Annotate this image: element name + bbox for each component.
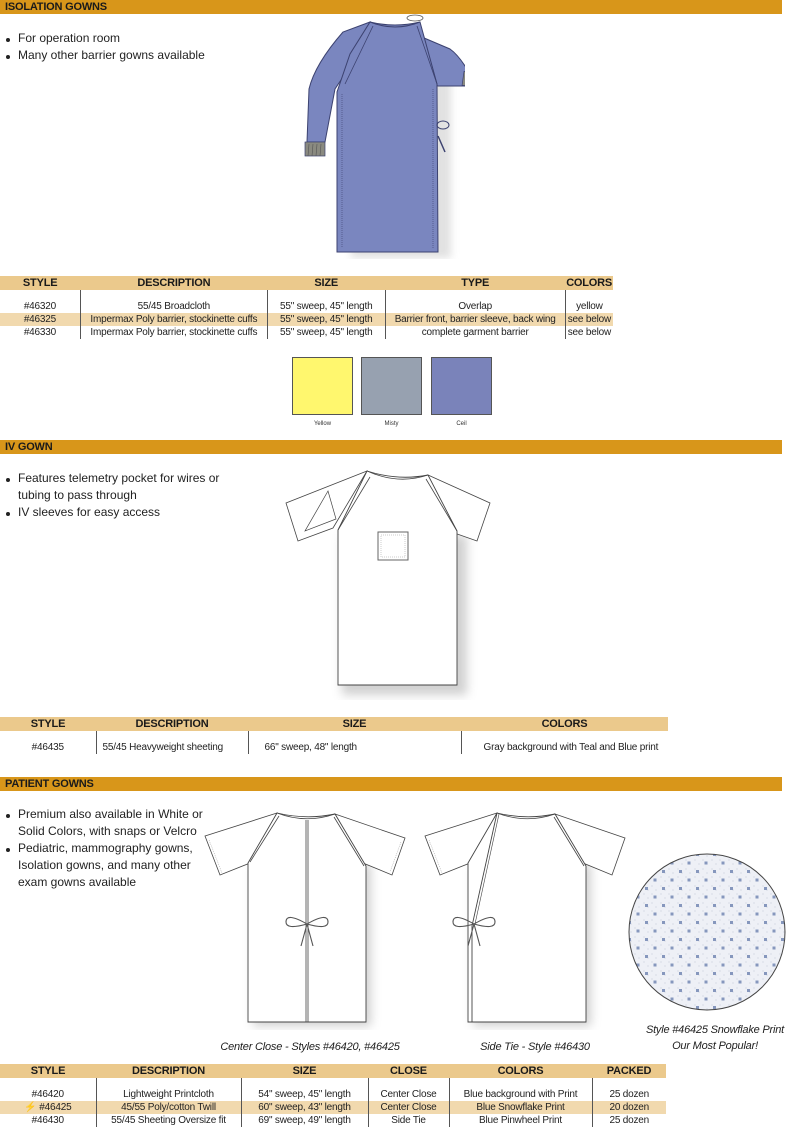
cell-size: 55" sweep, 45" length xyxy=(267,313,385,326)
cell-colors: Blue Snowflake Print xyxy=(449,1101,592,1114)
bullet-item: Premium also available in White or Solid Colors, with snaps or Velcro xyxy=(4,806,219,840)
cell-style xyxy=(0,1101,96,1114)
color-swatch-yellow xyxy=(292,357,353,415)
lightning-icon: ⚡ xyxy=(24,1102,37,1113)
cell-size: 69" sweep, 49" length xyxy=(241,1114,368,1127)
cell-style: #46435 xyxy=(31,742,64,753)
cell-size: 66" sweep, 48" length xyxy=(248,731,461,754)
column-header-description: DESCRIPTION xyxy=(96,717,248,731)
cell-colors: yellow xyxy=(565,290,613,313)
column-header-description: DESCRIPTION xyxy=(80,276,267,290)
cell-packed: 20 dozen xyxy=(592,1101,666,1114)
section-header-iv-gown: IV GOWN xyxy=(0,440,782,454)
table-row xyxy=(0,290,613,313)
color-swatch-misty xyxy=(361,357,422,415)
table-row xyxy=(0,1114,666,1127)
table-row xyxy=(0,313,613,326)
column-header-colors: COLORS xyxy=(461,717,668,731)
cell-packed: 25 dozen xyxy=(592,1114,666,1127)
snowflake-print-swatch xyxy=(625,850,790,1015)
column-header-packed: PACKED xyxy=(592,1064,666,1078)
section-header-patient-gowns: PATIENT GOWNS xyxy=(0,777,782,791)
swatch-label: Yellow xyxy=(313,421,332,427)
cell-size: 55" sweep, 45" length xyxy=(267,290,385,313)
cell-style: #46420 xyxy=(31,1089,64,1100)
caption-side-tie: Side Tie - Style #46430 xyxy=(480,1041,590,1053)
cell-type: complete garment barrier xyxy=(385,326,565,339)
cell-description: 45/55 Poly/cotton Twill xyxy=(96,1101,241,1114)
cell-close: Center Close xyxy=(368,1101,449,1114)
table-row xyxy=(0,326,613,339)
cell-size: 60" sweep, 43" length xyxy=(241,1101,368,1114)
caption-snowflake-line1: Style #46425 Snowflake Print xyxy=(645,1024,785,1036)
iv-bullet-list xyxy=(4,470,224,521)
table-row xyxy=(0,1078,666,1101)
table-row xyxy=(0,731,668,754)
cell-colors: see below xyxy=(565,313,613,326)
side-tie-gown-icon xyxy=(420,800,630,1030)
cell-packed: 25 dozen xyxy=(592,1078,666,1101)
column-header-style: STYLE xyxy=(0,276,80,290)
cell-style: #46320 xyxy=(23,301,56,312)
table-row-featured xyxy=(0,1101,666,1114)
cell-style: #46430 xyxy=(31,1115,64,1126)
cell-size: 55" sweep, 45" length xyxy=(267,326,385,339)
color-swatch-ceil xyxy=(431,357,492,415)
cell-size: 54" sweep, 45" length xyxy=(241,1078,368,1101)
bullet-item: For operation room xyxy=(4,30,205,47)
cell-colors: see below xyxy=(565,326,613,339)
cell-colors: Gray background with Teal and Blue print xyxy=(461,731,668,754)
bullet-item: IV sleeves for easy access xyxy=(4,504,224,521)
column-header-type: TYPE xyxy=(385,276,565,290)
patient-gowns-table xyxy=(0,1064,666,1127)
column-header-size: SIZE xyxy=(241,1064,368,1078)
cell-close: Side Tie xyxy=(368,1114,449,1127)
swatch-label: Ceil xyxy=(456,421,467,427)
cell-description: Lightweight Printcloth xyxy=(96,1078,241,1101)
cell-description: 55/45 Broadcloth xyxy=(80,290,267,313)
bullet-item: Many other barrier gowns available xyxy=(4,47,205,64)
column-header-style: STYLE xyxy=(0,1064,96,1078)
cell-type: Overlap xyxy=(385,290,565,313)
isolation-bullet-list xyxy=(4,30,205,64)
iv-gown-table xyxy=(0,717,668,754)
column-header-colors: COLORS xyxy=(449,1064,592,1078)
cell-style: #46325 xyxy=(0,313,80,326)
cell-colors: Blue background with Print xyxy=(449,1078,592,1101)
column-header-style: STYLE xyxy=(0,717,96,731)
column-header-colors: COLORS xyxy=(566,277,613,289)
cell-description: 55/45 Sheeting Oversize fit xyxy=(96,1114,241,1127)
cell-style-value: #46425 xyxy=(39,1102,72,1113)
iv-gown-icon xyxy=(280,465,500,700)
cell-description: Impermax Poly barrier, stockinette cuffs xyxy=(80,326,267,339)
cell-type: Barrier front, barrier sleeve, back wing xyxy=(385,313,565,326)
cell-close: Center Close xyxy=(368,1078,449,1101)
cell-colors: Blue Pinwheel Print xyxy=(449,1114,592,1127)
cell-description: 55/45 Heavyweight sheeting xyxy=(96,731,248,754)
patient-bullet-list xyxy=(4,806,219,891)
cell-style: #46330 xyxy=(23,327,56,338)
column-header-description: DESCRIPTION xyxy=(96,1064,241,1078)
bullet-item: Features telemetry pocket for wires or tubing to pass through xyxy=(4,470,224,504)
swatch-label: Misty xyxy=(384,421,399,427)
bullet-item: Pediatric, mammography gowns, Isolation gowns, and many other exam gowns available xyxy=(4,840,219,891)
cell-description: Impermax Poly barrier, stockinette cuffs xyxy=(80,313,267,326)
section-header-isolation-gowns: ISOLATION GOWNS xyxy=(0,0,782,14)
caption-snowflake-line2: Our Most Popular! xyxy=(672,1040,758,1052)
caption-center-close: Center Close - Styles #46420, #46425 xyxy=(220,1041,400,1053)
isolation-gowns-table xyxy=(0,276,613,339)
blue-isolation-gown-icon xyxy=(295,14,465,259)
column-header-size: SIZE xyxy=(267,276,385,290)
center-close-gown-icon xyxy=(200,800,410,1030)
column-header-close: CLOSE xyxy=(368,1064,449,1078)
column-header-size: SIZE xyxy=(248,717,461,731)
